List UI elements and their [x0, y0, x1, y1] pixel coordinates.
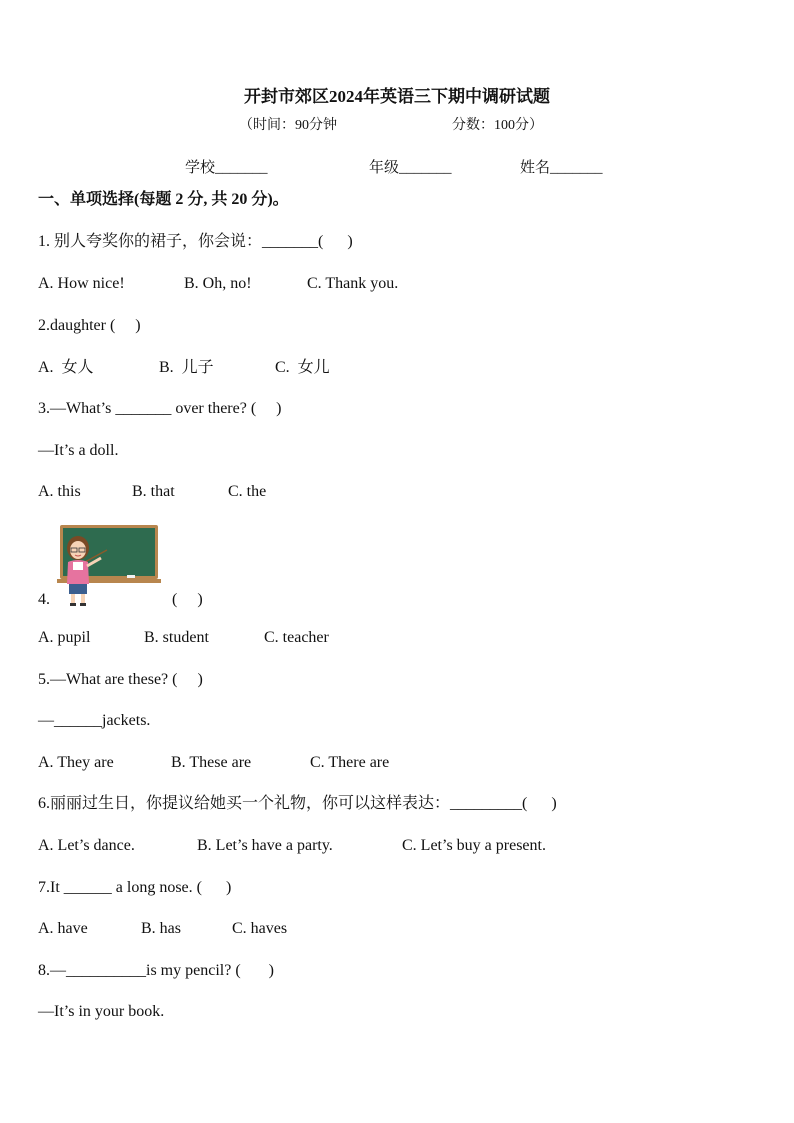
question-7-option-c: C. haves — [232, 920, 288, 937]
question-5-stem: 5.—What are these? ( ) — [38, 671, 203, 688]
exam-title: 开封市郊区2024年英语三下期中调研试题 — [244, 87, 550, 106]
question-2-option-a: A. 女人 — [38, 359, 94, 376]
question-4-blank: ( ) — [172, 591, 203, 608]
grade-field: 年级_______ — [369, 160, 452, 176]
question-6-option-c: C. Let’s buy a present. — [402, 837, 546, 854]
question-2-option-c: C. 女儿 — [275, 359, 330, 376]
question-5-answer-line: —______jackets. — [38, 712, 151, 729]
teacher-blackboard-picture — [57, 522, 161, 608]
question-4-option-a: A. pupil — [38, 629, 91, 646]
question-3-option-b: B. that — [132, 483, 175, 500]
exam-score: 分数：100分） — [452, 118, 543, 133]
question-6-option-b: B. Let’s have a party. — [197, 837, 333, 854]
question-3-stem: 3.—What’s _______ over there? ( ) — [38, 400, 282, 417]
question-5-option-a: A. They are — [38, 754, 114, 771]
question-7-option-b: B. has — [141, 920, 181, 937]
question-1-option-b: B. Oh, no! — [184, 275, 252, 292]
question-1-option-c: C. Thank you. — [307, 275, 399, 292]
question-3-option-a: A. this — [38, 483, 81, 500]
question-2-option-b: B. 儿子 — [159, 359, 214, 376]
question-3-answer-line: —It’s a doll. — [38, 442, 119, 459]
question-7-option-a: A. have — [38, 920, 88, 937]
question-8-stem: 8.—__________is my pencil? ( ) — [38, 962, 274, 979]
section-heading: 一、单项选择(每题 2 分, 共 20 分)。 — [38, 191, 289, 208]
question-4-option-c: C. teacher — [264, 629, 329, 646]
question-5-option-b: B. These are — [171, 754, 252, 771]
question-2-stem: 2.daughter ( ) — [38, 317, 141, 334]
question-4-option-b: B. student — [144, 629, 209, 646]
school-field: 学校_______ — [185, 160, 268, 176]
question-6-option-a: A. Let’s dance. — [38, 837, 135, 854]
question-7-stem: 7.It ______ a long nose. ( ) — [38, 879, 232, 896]
name-field: 姓名_______ — [520, 160, 603, 176]
exam-time: （时间：90分钟 — [239, 118, 337, 133]
question-1-option-a: A. How nice! — [38, 275, 125, 292]
question-5-option-c: C. There are — [310, 754, 390, 771]
question-3-option-c: C. the — [228, 483, 267, 500]
question-4-number: 4. — [38, 591, 50, 608]
question-6-stem: 6.丽丽过生日，你提议给她买一个礼物，你可以这样表达：_________( ) — [38, 795, 557, 812]
question-1-stem: 1. 别人夸奖你的裙子，你会说：_______( ) — [38, 233, 353, 250]
question-8-answer-line: —It’s in your book. — [38, 1003, 165, 1020]
